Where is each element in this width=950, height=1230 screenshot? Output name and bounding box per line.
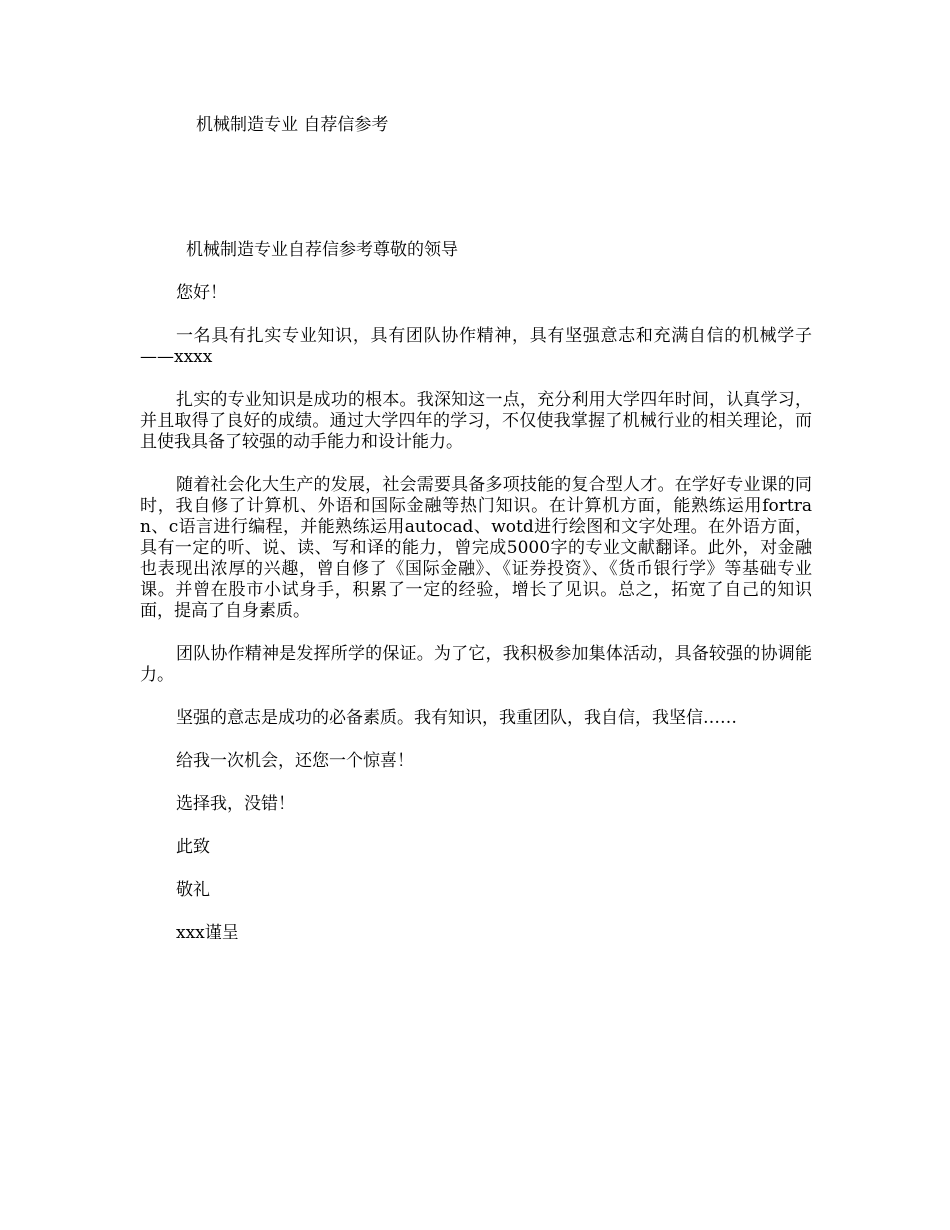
paragraph-skills: 随着社会化大生产的发展，社会需要具备多项技能的复合型人才。在学好专业课的同时，我自修了计算机、外语和国际金融等热门知识。在计算机方面，能熟练运用fortran、c语言进行编程，并能熟练运用autocad、wotd进行绘图和文字处理。在外语方面，具有一定的听、说、读、写和译的能力，曾完成5000字的专业文献翻译。此外，对金融也表现出浓厚的兴趣，曾自修了《国际金融》、《证券投资》、《货币银行学》等基础专业课。并曾在股市小试身手，积累了一定的经验，增长了见识。总之，拓宽了自己的知识面，提高了自身素质。 [140,475,812,621]
paragraph-choose: 选择我，没错！ [176,794,295,814]
paragraph-salute: 敬礼 [176,880,210,900]
paragraph-teamwork: 团队协作精神是发挥所学的保证。为了它，我积极参加集体活动，具备较强的协调能力。 [140,644,812,685]
document-header-title: 机械制造专业 自荐信参考 [196,115,389,135]
paragraph-greeting: 您好！ [176,283,227,303]
paragraph-signature: xxx谨呈 [176,923,239,943]
letter-title: 机械制造专业自荐信参考尊敬的领导 [186,240,458,260]
letter-body [140,240,812,944]
paragraph-closing: 此致 [176,837,210,857]
paragraph-chance: 给我一次机会，还您一个惊喜！ [176,751,414,771]
paragraph-will: 坚强的意志是成功的必备素质。我有知识，我重团队，我自信，我坚信…… [176,708,737,728]
paragraph-knowledge: 扎实的专业知识是成功的根本。我深知这一点，充分利用大学四年时间，认真学习，并且取得了良好的成绩。通过大学四年的学习，不仅使我掌握了机械行业的相关理论，而且使我具备了较强的动手能力和设计能力。 [140,390,812,452]
paragraph-intro: 一名具有扎实专业知识，具有团队协作精神，具有坚强意志和充满自信的机械学子——xxxx [140,326,812,367]
